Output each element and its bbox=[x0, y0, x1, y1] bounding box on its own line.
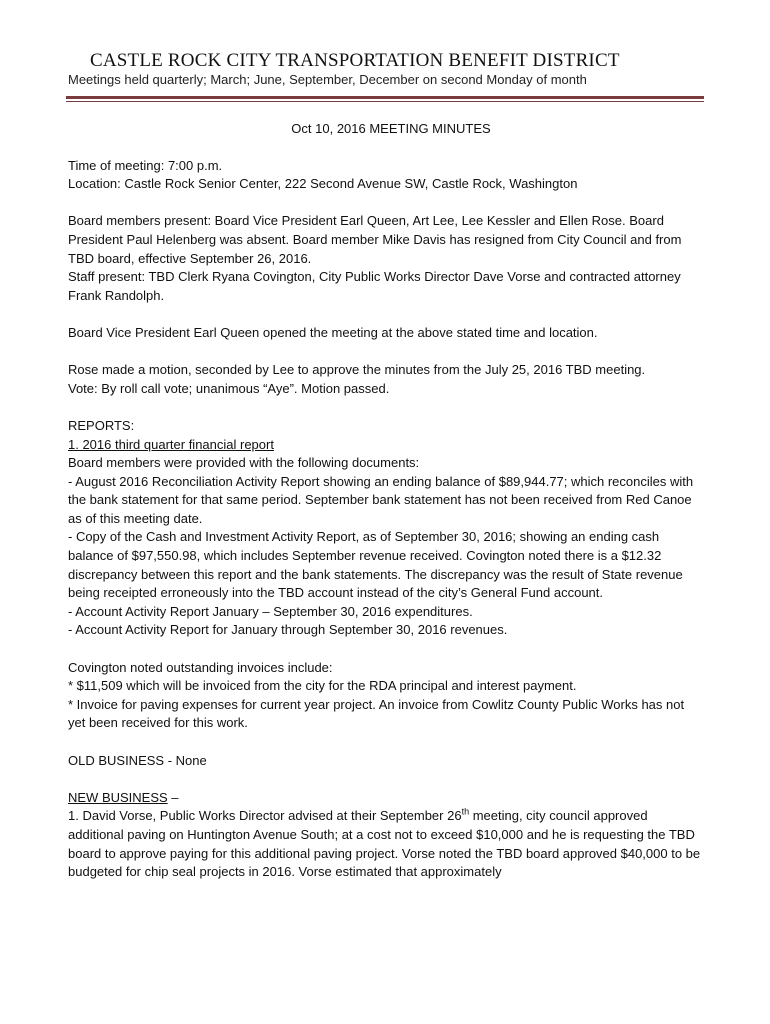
new-business-item bbox=[68, 807, 704, 881]
meeting-schedule-subtitle: Meetings held quarterly; March; June, September, December on second Monday of month bbox=[68, 72, 587, 87]
minutes-motion: Rose made a motion, seconded by Lee to approve the minutes from the July 25, 2016 TBD meeting. bbox=[68, 362, 646, 378]
report-item-title: 1. 2016 third quarter financial report bbox=[68, 436, 274, 452]
minutes-body bbox=[68, 120, 704, 882]
staff-present: Staff present: TBD Clerk Ryana Covington, City Public Works Director Dave Vorse and contracted attorney Frank Randolph. bbox=[68, 269, 681, 303]
report-bullet: - August 2016 Reconciliation Activity Report showing an ending balance of $89,944.77; which reconciles with the bank statement for that same period. September bank statement has not been received from Red Canoe as of this meeting date. bbox=[68, 473, 694, 526]
new-business-heading bbox=[68, 789, 704, 808]
new-business-text-start: 1. David Vorse, Public Works Director advised at their September 26 bbox=[68, 808, 462, 824]
meeting-location: Location: Castle Rock Senior Center, 222 Second Avenue SW, Castle Rock, Washington bbox=[68, 176, 578, 192]
report-bullet: - Account Activity Report for January through September 30, 2016 revenues. bbox=[68, 622, 508, 638]
invoices-intro: Covington noted outstanding invoices include: bbox=[68, 659, 333, 675]
board-members-present: Board members present: Board Vice President Earl Queen, Art Lee, Lee Kessler and Ellen Rose. Board President Paul Helenberg was absent. Board member Mike Davis has resigned from City Council and from TBD board, effective September 26, 2016. bbox=[68, 213, 682, 266]
meeting-heading: Oct 10, 2016 MEETING MINUTES bbox=[291, 121, 491, 136]
new-business-text-rest: meeting, city council approved additional paving on Huntington Avenue South; at a cost not to exceed $10,000 and he is requesting the TBD board to approve paying for this additional paving project. Vorse noted the TBD board approved $40,000 to be budgeted for chip seal projects in 2016. Vorse estimated that approximately bbox=[68, 808, 701, 880]
new-business-dash: – bbox=[167, 789, 179, 805]
report-intro: Board members were provided with the following documents: bbox=[68, 455, 420, 471]
invoice-item: * $11,509 which will be invoiced from the city for the RDA principal and interest payment. bbox=[68, 678, 577, 694]
document-title: CASTLE ROCK CITY TRANSPORTATION BENEFIT DISTRICT bbox=[90, 50, 620, 71]
new-business-label: NEW BUSINESS bbox=[68, 789, 168, 805]
minutes-vote: Vote: By roll call vote; unanimous “Aye”. Motion passed. bbox=[68, 380, 390, 396]
report-bullet: - Copy of the Cash and Investment Activity Report, as of September 30, 2016; showing an ending cash balance of $97,550.98, which includes September revenue received. Covington noted there is a $12.32 discrepancy between this report and the bank statements. The discrepancy was the result of State revenue being receipted erroneously into the TBD account instead of the city’s General Fund account. bbox=[68, 529, 683, 601]
ordinal-suffix: th bbox=[461, 807, 470, 818]
reports-heading: REPORTS: bbox=[68, 417, 135, 433]
meeting-time: Time of meeting: 7:00 p.m. bbox=[68, 157, 223, 173]
invoice-item: * Invoice for paving expenses for current year project. An invoice from Cowlitz County Public Works has not yet been received for this work. bbox=[68, 696, 685, 731]
header-rule-thick bbox=[66, 96, 704, 99]
header-rule-thin bbox=[66, 101, 704, 102]
meeting-opening: Board Vice President Earl Queen opened the meeting at the above stated time and location. bbox=[68, 324, 598, 340]
report-bullet: - Account Activity Report January – September 30, 2016 expenditures. bbox=[68, 603, 473, 619]
old-business: OLD BUSINESS - None bbox=[68, 752, 207, 768]
